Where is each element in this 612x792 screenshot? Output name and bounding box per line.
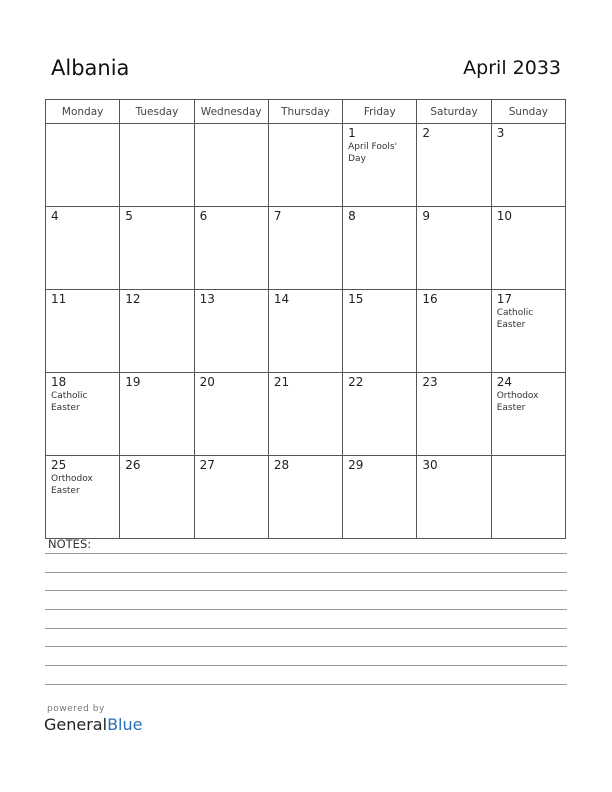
day-number: 23 — [422, 375, 438, 389]
weekday-header: Thursday — [268, 100, 342, 124]
day-cell — [417, 124, 491, 207]
note-line — [45, 590, 567, 591]
day-number: 15 — [348, 292, 364, 306]
day-cell — [491, 207, 565, 290]
day-cell — [120, 290, 194, 373]
day-number: 18 — [51, 375, 67, 389]
calendar-grid — [45, 99, 566, 539]
day-number: 24 — [496, 375, 512, 389]
day-cell — [46, 373, 120, 456]
day-cell — [417, 207, 491, 290]
day-number: 10 — [496, 209, 512, 223]
day-cell — [46, 207, 120, 290]
day-cell — [343, 373, 417, 456]
day-cell — [343, 456, 417, 539]
month-year-title: April 2033 — [463, 57, 561, 79]
week-row — [46, 207, 566, 290]
country-title: Albania — [51, 56, 130, 80]
day-number: 29 — [348, 458, 364, 472]
day-number: 7 — [273, 209, 282, 223]
day-number: 4 — [51, 209, 59, 223]
day-cell — [491, 456, 565, 539]
day-cell — [46, 124, 120, 207]
day-number: 27 — [199, 458, 215, 472]
day-cell — [194, 290, 268, 373]
weekday-header-row — [46, 100, 566, 124]
day-number: 14 — [273, 292, 290, 306]
holiday-label: Orthodox Easter — [51, 474, 93, 496]
day-number: 1 — [348, 126, 356, 140]
day-number: 21 — [273, 375, 290, 389]
day-cell — [194, 207, 268, 290]
weekday-header: Tuesday — [120, 100, 194, 124]
holiday-label: April Fools' Day — [348, 142, 398, 164]
day-cell — [120, 373, 194, 456]
day-cell — [120, 124, 194, 207]
holiday-label: Orthodox Easter — [496, 391, 539, 413]
day-cell — [491, 124, 565, 207]
brand-name — [44, 715, 142, 734]
day-cell — [343, 290, 417, 373]
day-number: 11 — [51, 292, 67, 306]
powered-by-text: powered by — [47, 704, 105, 714]
day-number: 2 — [422, 126, 431, 140]
week-row — [46, 456, 566, 539]
holiday-label: Catholic Easter — [496, 308, 534, 330]
day-number: 6 — [199, 209, 208, 223]
day-cell — [268, 290, 342, 373]
day-cell — [417, 290, 491, 373]
week-row — [46, 373, 566, 456]
holiday-label: Catholic Easter — [51, 391, 88, 413]
day-cell — [120, 207, 194, 290]
day-cell — [343, 124, 417, 207]
day-number: 30 — [422, 458, 438, 472]
day-number: 13 — [199, 292, 215, 306]
note-line — [45, 628, 567, 629]
day-cell — [268, 207, 342, 290]
day-number: 20 — [199, 375, 215, 389]
weekday-header: Sunday — [491, 100, 565, 124]
note-line — [45, 684, 567, 685]
day-cell — [268, 456, 342, 539]
day-number: 17 — [496, 292, 512, 306]
day-cell — [194, 373, 268, 456]
weekday-header: Monday — [46, 100, 120, 124]
day-cell — [268, 124, 342, 207]
note-line — [45, 572, 567, 573]
day-cell — [491, 290, 565, 373]
day-cell — [46, 456, 120, 539]
note-line — [45, 665, 567, 666]
day-cell — [194, 124, 268, 207]
brand-name-part1: General — [44, 715, 108, 734]
note-line — [45, 646, 567, 647]
day-cell — [491, 373, 565, 456]
day-number: 26 — [125, 458, 141, 472]
day-cell — [46, 290, 120, 373]
week-row — [46, 290, 566, 373]
note-line — [45, 553, 567, 554]
day-cell — [120, 456, 194, 539]
day-number: 9 — [422, 209, 431, 223]
weekday-header: Friday — [343, 100, 417, 124]
weekday-header: Saturday — [417, 100, 491, 124]
day-cell — [417, 373, 491, 456]
day-number: 19 — [125, 375, 141, 389]
note-line — [45, 609, 567, 610]
day-number: 25 — [51, 458, 67, 472]
day-cell — [417, 456, 491, 539]
day-cell — [194, 456, 268, 539]
weekday-header: Wednesday — [194, 100, 268, 124]
day-number: 22 — [348, 375, 364, 389]
day-number: 8 — [348, 209, 356, 223]
brand-logo — [44, 704, 142, 734]
day-number: 3 — [496, 126, 505, 140]
day-cell — [268, 373, 342, 456]
notes-label: NOTES: — [48, 537, 92, 551]
brand-name-part2: Blue — [107, 715, 143, 734]
week-row — [46, 124, 566, 207]
day-number: 16 — [422, 292, 438, 306]
day-cell — [343, 207, 417, 290]
day-number: 28 — [273, 458, 290, 472]
day-number: 5 — [125, 209, 133, 223]
day-number: 12 — [125, 292, 141, 306]
